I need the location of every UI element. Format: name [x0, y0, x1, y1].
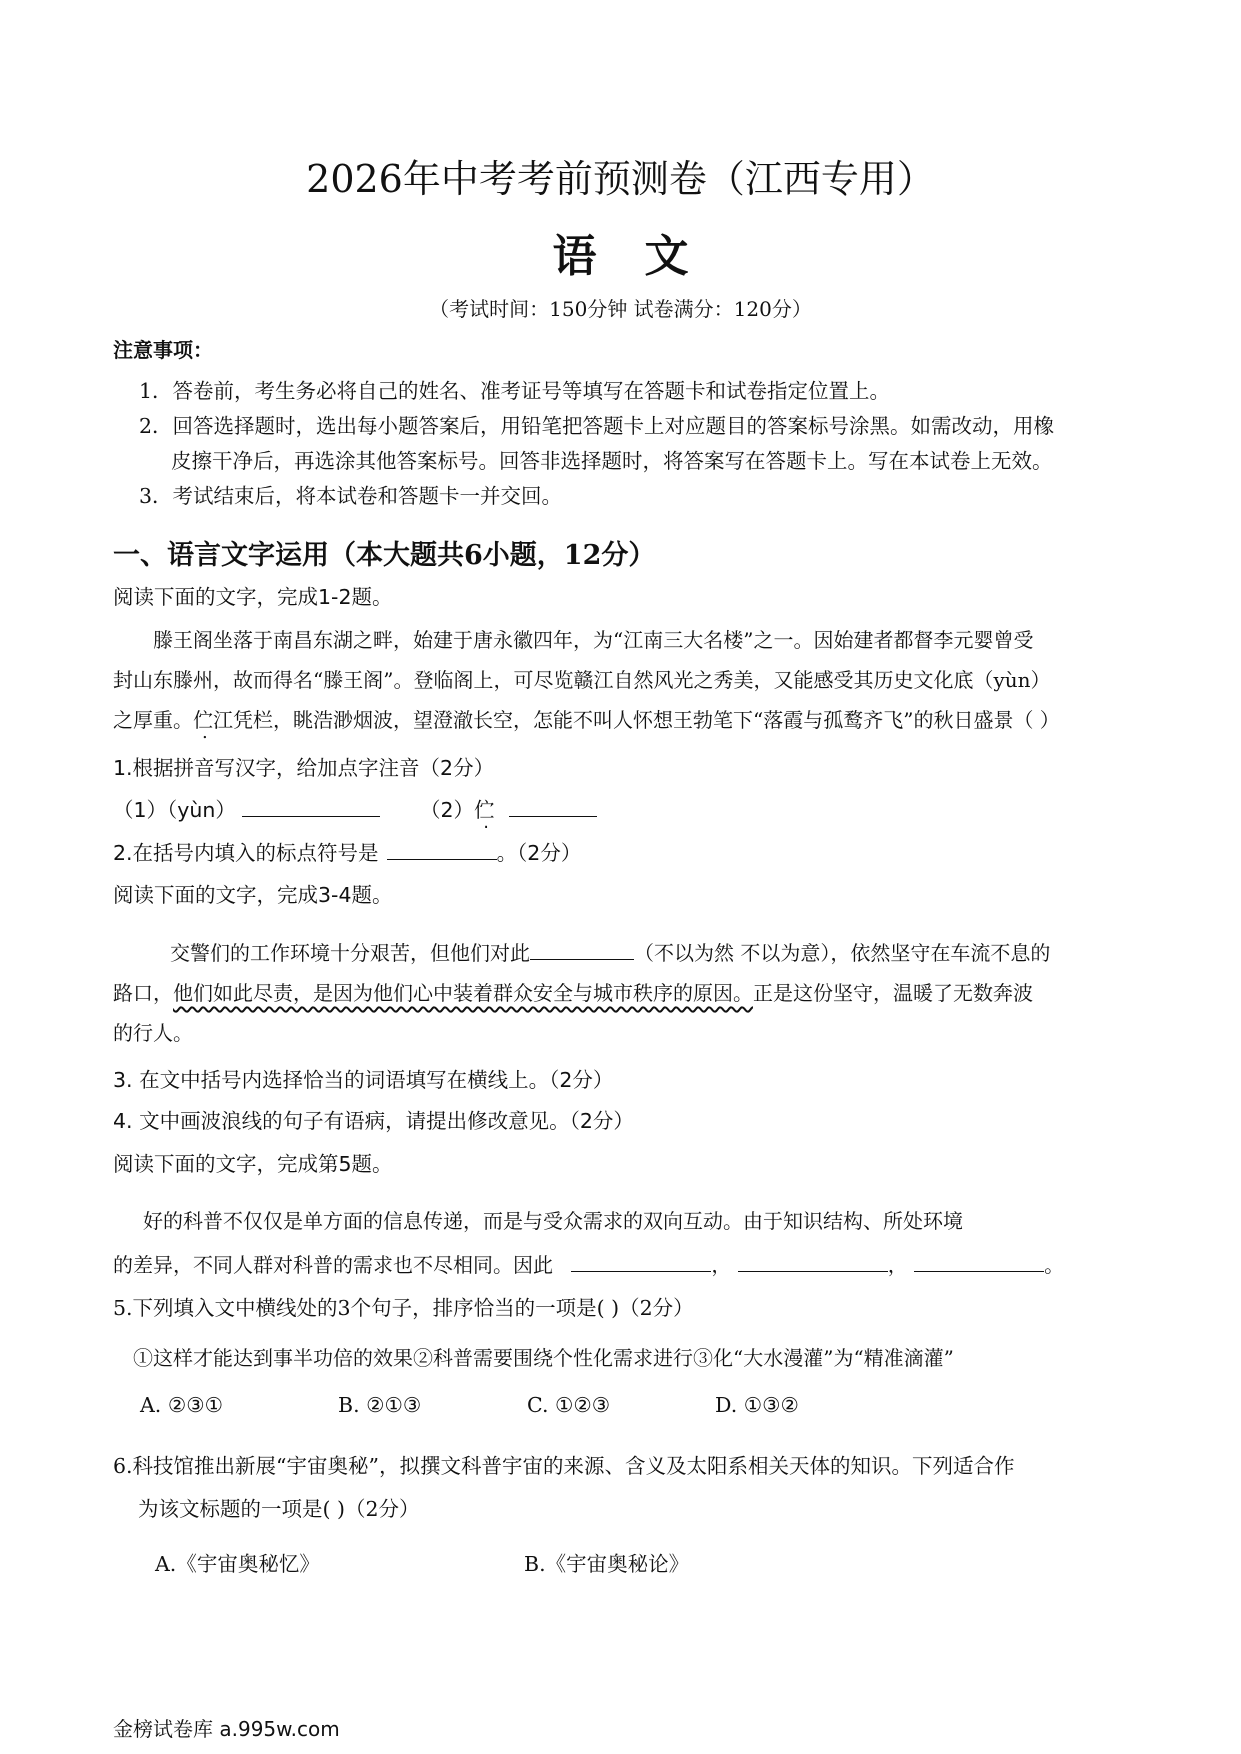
- option-b[interactable]: B. ②①③: [338, 1393, 422, 1417]
- intro-q3-4: 阅读下面的文字，完成3-4题。: [113, 883, 393, 907]
- intro-q1-2: 阅读下面的文字，完成1-2题。: [113, 585, 393, 609]
- option-d[interactable]: D. ①③②: [715, 1393, 799, 1417]
- q6-option-a[interactable]: A.《宇宙奥秘忆》: [155, 1552, 320, 1576]
- passage2-line1: 交警们的工作环境十分艰苦，但他们对此 （不以为然 不以为意），依然坚守在车流不息的: [170, 941, 1051, 965]
- footer-watermark: 金榜试卷库 a.995w.com: [113, 1717, 340, 1741]
- passage1-line2: 封山东滕州，故而得名“滕王阁”。登临阁上，可尽览赣江自然风光之秀美，又能感受其历史文化底（yùn）: [113, 668, 1051, 692]
- answer-blank[interactable]: [242, 798, 380, 817]
- q6-option-b[interactable]: B.《宇宙奥秘论》: [524, 1552, 690, 1576]
- passage2-line3: 的行人。: [113, 1021, 193, 1045]
- option-a[interactable]: A. ②③①: [140, 1393, 223, 1417]
- notice-item-3: 3．考试结束后，将本试卷和答题卡一并交回。: [139, 484, 563, 508]
- section-heading: 一、语言文字运用（本大题共6小题，12分）: [113, 540, 656, 571]
- answer-blank[interactable]: [738, 1253, 888, 1272]
- dotted-char: 伫: [193, 708, 213, 732]
- question-1-sub1: （1）（yùn）: [113, 793, 380, 823]
- question-5: 5.下列填入文中横线处的3个句子，排序恰当的一项是( )（2分）: [113, 1296, 694, 1320]
- notice-item-1: 1．答卷前，考生务必将自己的姓名、准考证号等填写在答题卡和试卷指定位置上。: [139, 379, 891, 403]
- answer-blank[interactable]: [387, 841, 497, 860]
- intro-q5: 阅读下面的文字，完成第5题。: [113, 1152, 393, 1176]
- notice-item-2: 2．回答选择题时，选出每小题答案后，用铅笔把答题卡上对应题目的答案标号涂黑。如需改动，用橡: [139, 414, 1055, 438]
- question-5-sentences: ①这样才能达到事半功倍的效果②科普需要围绕个性化需求进行③化“大水漫灌”为“精准滴灌”: [133, 1346, 954, 1370]
- exam-info: （考试时间：150分钟 试卷满分：120分）: [429, 297, 812, 321]
- exam-title: 2026年中考考前预测卷（江西专用）: [306, 157, 935, 201]
- question-3: 3. 在文中括号内选择恰当的词语填写在横线上。（2分）: [113, 1068, 614, 1092]
- answer-blank[interactable]: [509, 798, 597, 817]
- passage1-line3: 之厚重。伫江凭栏，眺浩渺烟波，望澄澈长空，怎能不叫人怀想王勃笔下“落霞与孤鹜齐飞”的秋日盛景（ ）: [113, 708, 1060, 732]
- option-c[interactable]: C. ①②③: [527, 1393, 611, 1417]
- wavy-sentence: 他们如此尽责，是因为他们心中装着群众安全与城市秩序的原因。: [173, 981, 753, 1005]
- answer-blank[interactable]: [530, 941, 634, 960]
- question-2: 2.在括号内填入的标点符号是 。（2分）: [113, 841, 582, 865]
- question-6-line1: 6.科技馆推出新展“宇宙奥秘”，拟撰文科普宇宙的来源、含义及太阳系相关天体的知识。下列适合作: [113, 1454, 1015, 1478]
- question-1: 1.根据拼音写汉字，给加点字注音（2分）: [113, 756, 495, 780]
- question-1-sub2: （2）伫: [420, 793, 597, 823]
- passage3-line1: 好的科普不仅仅是单方面的信息传递，而是与受众需求的双向互动。由于知识结构、所处环境: [143, 1209, 963, 1233]
- notice-title: 注意事项：: [113, 338, 213, 362]
- answer-blank[interactable]: [914, 1253, 1044, 1272]
- answer-blank[interactable]: [571, 1253, 711, 1272]
- passage3-line2: 的差异，不同人群对科普的需求也不尽相同。因此 ， ， 。: [113, 1253, 1065, 1277]
- passage2-line2: 路口，他们如此尽责，是因为他们心中装着群众安全与城市秩序的原因。正是这份坚守，温暖了无数奔波: [113, 981, 1033, 1005]
- question-4: 4. 文中画波浪线的句子有语病，请提出修改意见。（2分）: [113, 1109, 634, 1133]
- question-6-line2: 为该文标题的一项是( )（2分）: [138, 1497, 420, 1521]
- notice-item-2-cont: 皮擦干净后，再选涂其他答案标号。回答非选择题时，将答案写在答题卡上。写在本试卷上无效。: [171, 449, 1053, 473]
- passage1-line1: 滕王阁坐落于南昌东湖之畔，始建于唐永徽四年，为“江南三大名楼”之一。因始建者都督李元婴曾受: [153, 628, 1034, 652]
- subject-title: 语文: [552, 231, 737, 282]
